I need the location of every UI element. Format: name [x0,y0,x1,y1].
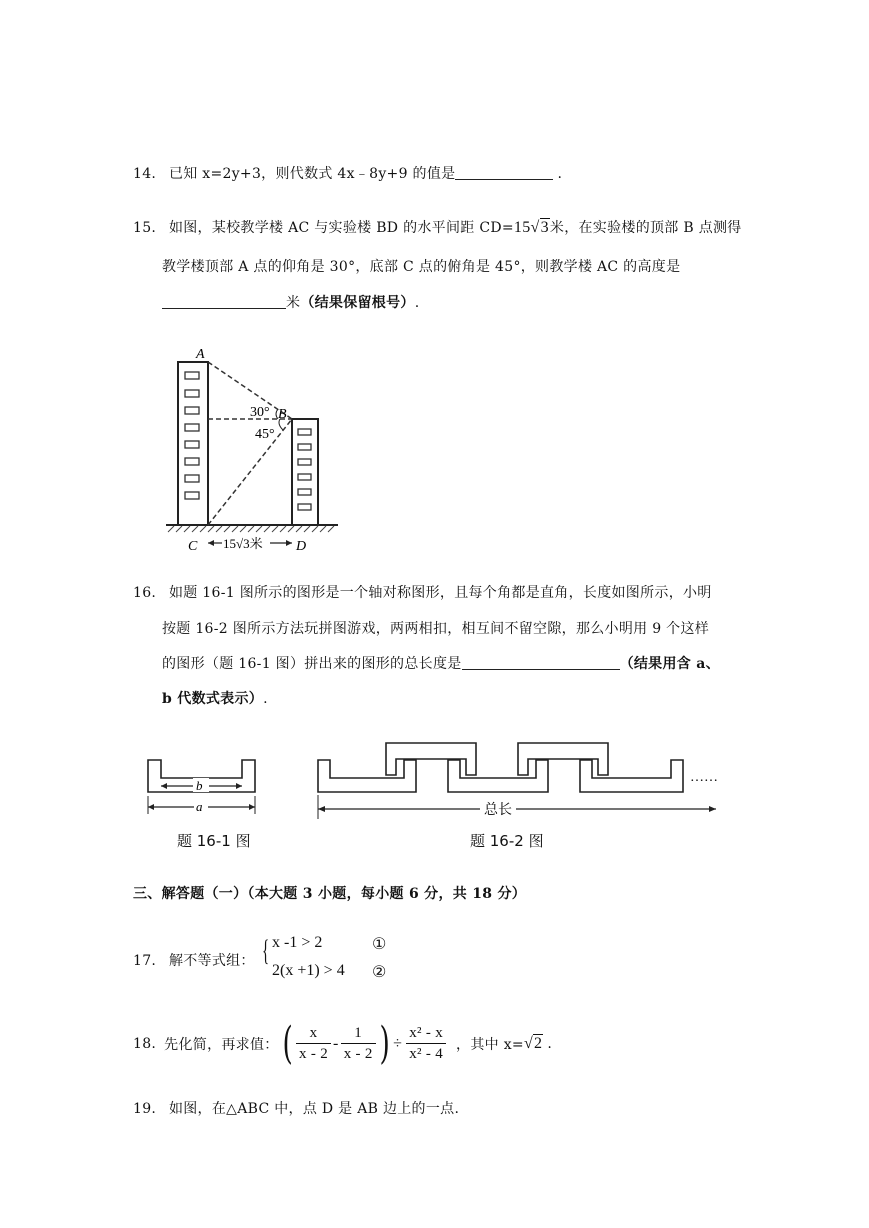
label-b: B [278,407,287,422]
arrowhead [709,806,716,812]
question-text: 米，在实验楼的顶部 B 点测得 [549,220,742,236]
answer-blank [462,655,620,670]
section-heading: 三、解答题（一）（本大题 3 小题，每小题 6 分，共 18 分） [133,886,527,902]
label-a: a [196,799,203,814]
question-text: 如题 16-1 图所示的图形是一个轴对称图形，且每个角都是直角，长度如图所示，小明 [168,585,712,601]
radicand: 3 [540,219,549,236]
where-text: ，其中 x= [456,1036,524,1053]
continuation-dots: …… [690,770,718,785]
figure-16-2-caption: 题 16-2 图 [470,832,544,850]
question-text: 的图形（题 16-1 图）拼出来的图形的总长度是 [162,656,462,672]
arrowhead [161,783,167,789]
question-15-line1 [133,217,742,237]
denominator: x - 2 [299,1046,329,1062]
angle-30-label: 30° [250,405,270,420]
label-d: D [296,539,307,554]
note-text: （结果保留根号） [300,295,415,311]
question-16-line4 [162,688,268,708]
question-15-line2: 教学楼顶部 A 点的仰角是 30°，底部 C 点的俯角是 45°，则教学楼 AC 的高度是 [162,259,681,275]
building-ac [178,362,208,525]
question-text: 如图，在△ABC 中，点 D 是 AB 边上的一点. [168,1101,460,1117]
question-number: 19. [133,1101,157,1117]
divide-sign: ÷ [393,1034,403,1052]
arrowhead [318,806,325,812]
minus-sign: - [333,1034,339,1052]
question-end: . [263,691,268,707]
arrowhead [236,783,242,789]
question-16-line2: 按题 16-2 图所示方法玩拼图游戏，两两相扣，相互间不留空隙，那么小明用 9 个这样 [162,621,710,637]
note-text: （结果用含 a、 [619,656,720,672]
building-bd-windows [298,429,311,510]
question-number: 14. [133,166,157,182]
angle-45-label: 45° [255,427,275,442]
system-brace: { [262,934,270,967]
question-15-line3 [162,292,419,312]
sight-lines [208,362,292,525]
arrowhead [148,804,154,810]
question-number: 15. [133,220,157,236]
figure-16-1-caption: 题 16-1 图 [177,832,251,850]
mark-1: ① [372,936,387,953]
question-19 [133,1098,459,1118]
figure-16-2 [308,735,728,835]
label-a: A [196,347,205,362]
answer-blank [162,294,286,309]
buildings-figure [160,340,345,555]
question-number: 17. [133,953,157,969]
inequality-1: x -1 > 2 [272,934,323,951]
numerator: x² - x [406,1023,446,1044]
sqrt-expression: √2 [523,1034,543,1052]
arrowhead [249,804,255,810]
question-number: 18. [133,1035,157,1052]
inequality-2: 2(x +1) > 4 [272,962,345,979]
question-number: 16. [133,585,157,601]
question-text: 先化简，再求值： [164,1036,279,1053]
question-text: 已知 x=2y+3，则代数式 4x﹣8y+9 的值是 [168,166,456,182]
question-end: . [414,295,420,311]
question-16-line3 [162,653,720,673]
right-paren: ) [379,1018,390,1069]
question-text: 解不等式组： [168,953,255,969]
interlocked-shapes [318,743,683,792]
sqrt-expression: √3 [530,219,549,236]
building-ac-windows [185,372,199,499]
denominator: x² - 4 [409,1046,444,1062]
left-paren: ( [282,1018,293,1069]
unit-text: 米 [286,295,301,311]
fraction-2 [341,1023,376,1064]
question-16-line1 [133,582,712,602]
denominator: x - 2 [343,1046,373,1062]
note-text: b 代数式表示） [162,691,264,707]
radicand: 2 [534,1034,543,1052]
mark-2: ② [372,964,387,981]
question-18 [133,1018,552,1069]
arrowhead-right [286,540,292,546]
question-14 [133,163,562,183]
fraction-3 [406,1023,446,1064]
total-length-label: 总长 [484,802,512,818]
question-end: . [557,166,563,182]
distance-label: 15√3米 [223,536,263,551]
label-c: C [188,539,198,554]
cd-coefficient: 15 [513,219,531,236]
label-b: b [196,778,203,793]
question-17 [133,950,255,970]
numerator: 1 [341,1023,376,1044]
fraction-1 [296,1023,331,1064]
ground-hatch [168,526,334,532]
answer-blank [455,165,553,180]
question-end: . [547,1035,553,1052]
question-text: 如图，某校教学楼 AC 与实验楼 BD 的水平间距 CD= [168,220,514,236]
arrowhead-left [208,540,214,546]
numerator: x [296,1023,331,1044]
